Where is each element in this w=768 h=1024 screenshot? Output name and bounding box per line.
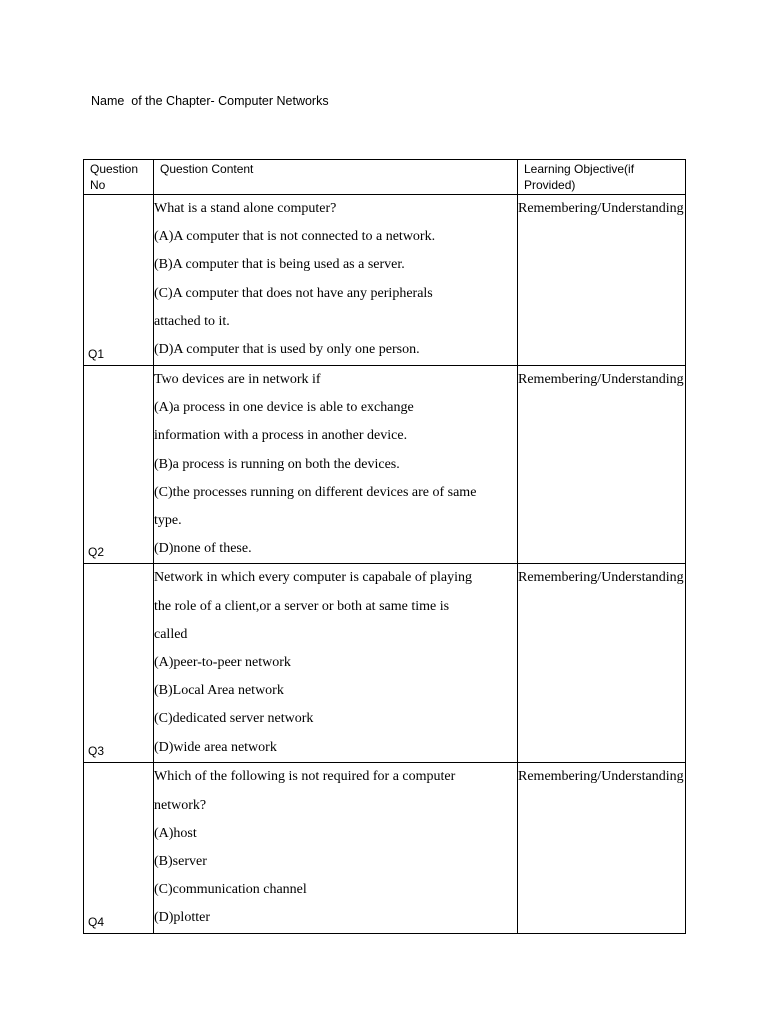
learning-objective: Remembering/Understanding	[518, 372, 684, 387]
option-text: type.	[154, 513, 182, 529]
question-number-cell	[84, 564, 154, 763]
question-number: Q1	[88, 347, 105, 361]
option-text: (D)wide area network	[154, 739, 277, 755]
table-row	[84, 763, 686, 933]
question-number-cell	[84, 366, 154, 564]
option-text: (A)A computer that is not connected to a network.	[154, 229, 436, 245]
question-content-cell	[154, 763, 518, 933]
option-text: (B)server	[154, 854, 207, 870]
option-text: (D)none of these.	[154, 541, 252, 557]
question-text: Two devices are in network if	[154, 372, 321, 387]
question-text: network?	[154, 797, 207, 813]
question-text: Network in which every computer is capabale of playing	[154, 570, 473, 586]
header-question-content: Question Content	[154, 160, 518, 195]
option-text: (A)peer-to-peer network	[154, 655, 291, 671]
option-text: (B)a process is running on both the devices.	[154, 456, 400, 472]
learning-objective-cell	[518, 564, 686, 763]
table-header-row	[84, 160, 686, 195]
option-text: (C)A computer that does not have any peripherals	[154, 285, 433, 301]
question-number: Q4	[88, 914, 105, 929]
question-text: What is a stand alone computer?	[154, 201, 337, 216]
table-row	[84, 366, 686, 564]
option-text: information with a process in another device.	[154, 428, 408, 444]
option-text: (A)a process in one device is able to exchange	[154, 400, 414, 416]
question-number-cell	[84, 763, 154, 933]
option-text: (C)dedicated server network	[154, 711, 314, 727]
option-text: attached to it.	[154, 313, 230, 329]
option-text: (C)the processes running on different devices are of same	[154, 484, 477, 500]
question-number: Q3	[88, 744, 105, 759]
learning-objective: Remembering/Understanding	[518, 201, 684, 216]
learning-objective: Remembering/Understanding	[518, 769, 684, 785]
table-row	[84, 564, 686, 763]
option-text: (C)communication channel	[154, 882, 307, 898]
chapter-title: Name of the Chapter- Computer Networks	[91, 94, 329, 108]
learning-objective-cell	[518, 366, 686, 564]
option-text: (D)A computer that is used by only one person.	[154, 342, 420, 358]
option-text: (D)plotter	[154, 910, 210, 926]
learning-objective-cell	[518, 763, 686, 933]
option-text: (B)Local Area network	[154, 683, 284, 699]
table-row	[84, 195, 686, 366]
option-text: (A)host	[154, 825, 197, 841]
header-question-no: Question No	[84, 160, 154, 195]
question-content-cell	[154, 195, 518, 366]
learning-objective: Remembering/Understanding	[518, 570, 684, 586]
option-text: (B)A computer that is being used as a server.	[154, 257, 405, 273]
header-learning-objective: Learning Objective(if Provided)	[518, 160, 686, 195]
question-number-cell	[84, 195, 154, 366]
question-content-cell	[154, 564, 518, 763]
question-text: the role of a client,or a server or both at same time is	[154, 598, 450, 614]
learning-objective-cell	[518, 195, 686, 366]
question-text: called	[154, 626, 188, 642]
question-table	[83, 159, 686, 934]
question-content-cell	[154, 366, 518, 564]
question-text: Which of the following is not required for a computer	[154, 769, 456, 785]
question-number: Q2	[88, 545, 105, 560]
